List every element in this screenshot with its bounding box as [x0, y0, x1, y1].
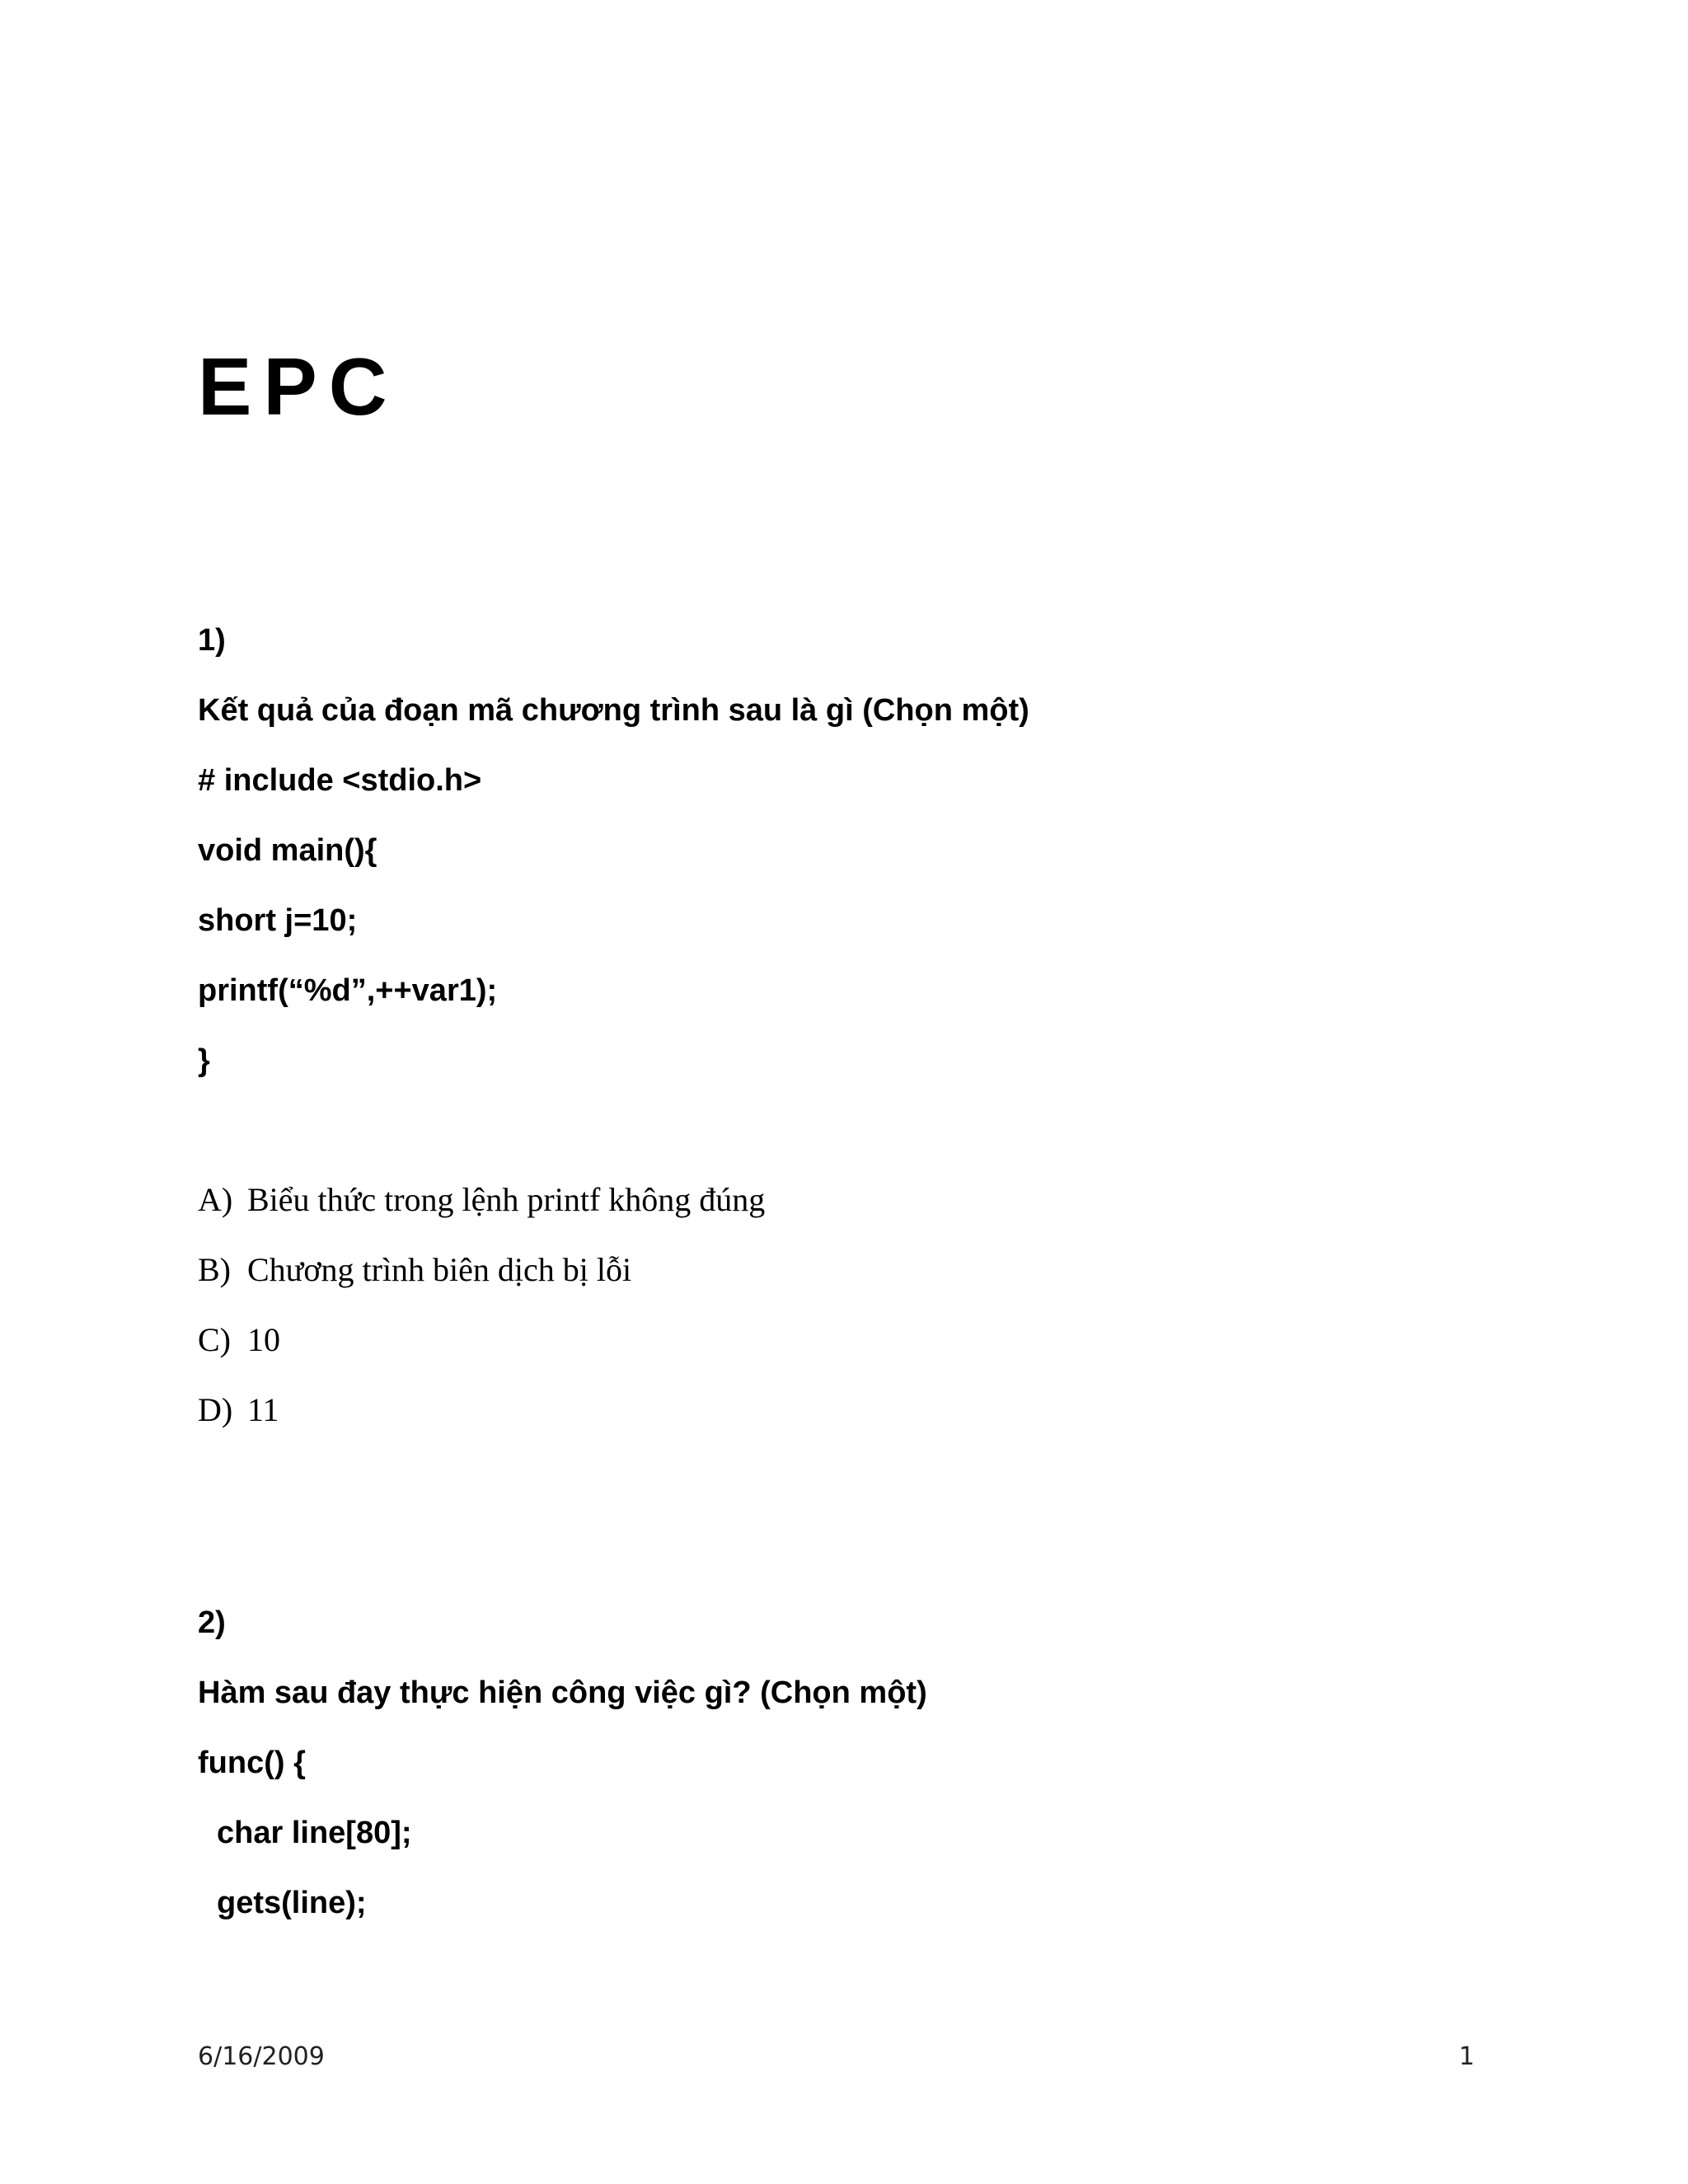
footer-date: 6/16/2009: [198, 2042, 325, 2071]
answer-option-c: [198, 1320, 280, 1360]
option-text: 10: [247, 1321, 280, 1358]
code-line: printf(“%d”,++var1);: [198, 973, 498, 1008]
code-line: void main(){: [198, 833, 377, 868]
answer-option-b: [198, 1250, 631, 1290]
option-text: 11: [247, 1391, 279, 1428]
question-number: 2): [198, 1605, 226, 1640]
code-line: }: [198, 1043, 210, 1078]
option-letter: B): [198, 1251, 231, 1288]
option-letter: C): [198, 1321, 231, 1358]
document-title: EPC: [198, 341, 399, 432]
option-letter: D): [198, 1391, 233, 1428]
code-line: gets(line);: [217, 1886, 367, 1920]
answer-option-d: [198, 1390, 279, 1430]
code-line: short j=10;: [198, 903, 358, 938]
answer-option-a: [198, 1180, 765, 1220]
option-text: Chương trình biên dịch bị lỗi: [247, 1251, 632, 1288]
option-letter: A): [198, 1181, 233, 1218]
question-prompt: Kết quả của đoạn mã chương trình sau là gì (Chọn một): [198, 693, 1029, 728]
option-text: Biểu thức trong lệnh printf không đúng: [247, 1181, 766, 1218]
question-prompt: Hàm sau đay thực hiện công việc gì? (Chọn một): [198, 1675, 927, 1710]
code-line: func() {: [198, 1746, 306, 1780]
page-number: 1: [1459, 2042, 1475, 2071]
question-number: 1): [198, 623, 226, 658]
code-line: # include <stdio.h>: [198, 763, 482, 798]
code-line: char line[80];: [217, 1816, 412, 1850]
